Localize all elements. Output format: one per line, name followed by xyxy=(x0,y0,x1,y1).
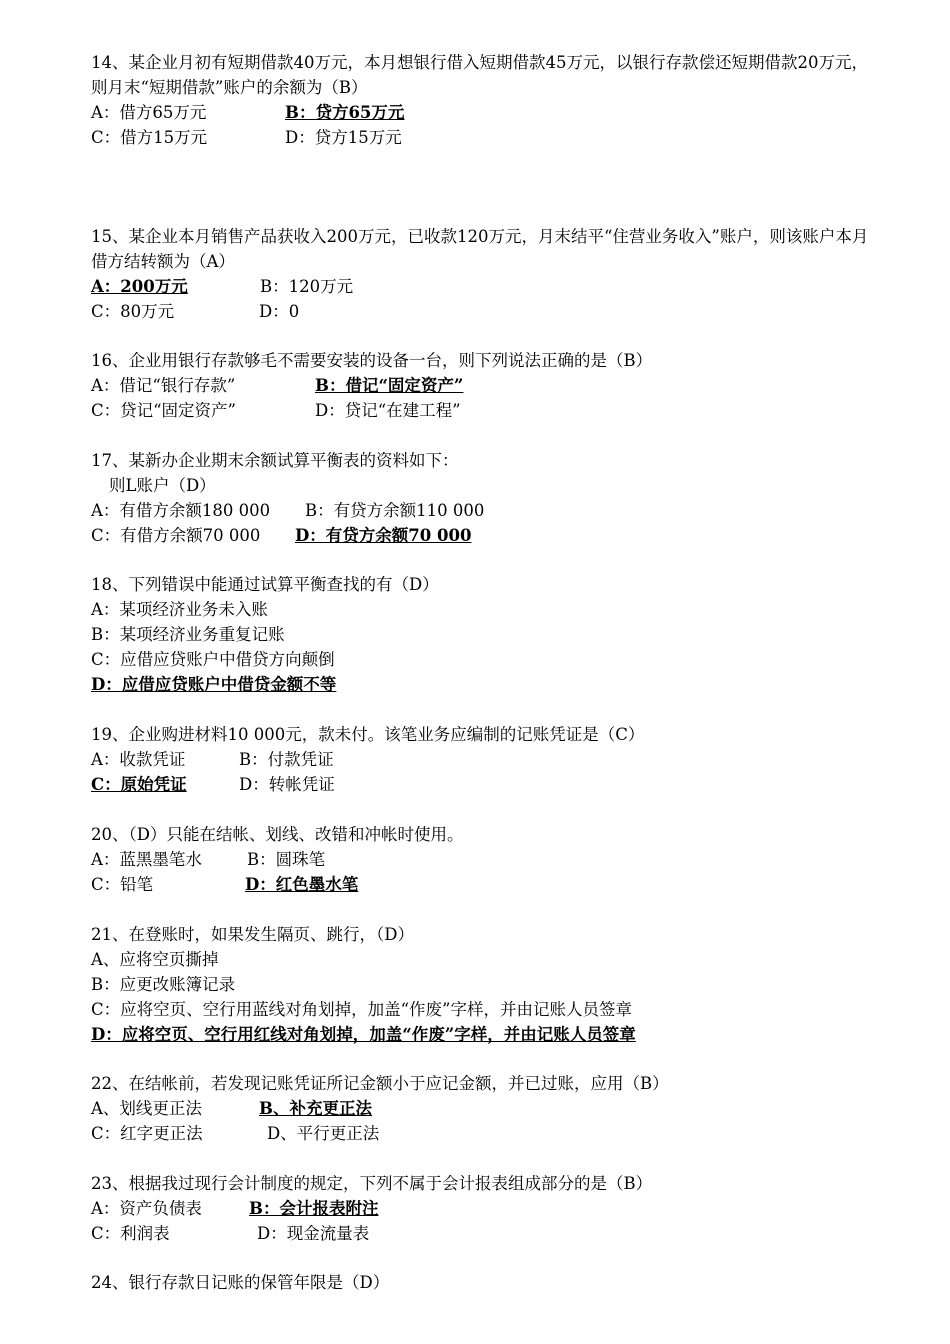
option-row xyxy=(91,1196,871,1221)
option-row xyxy=(91,125,871,150)
question-19 xyxy=(91,722,871,797)
option-b: B：圆珠笔 xyxy=(247,850,326,869)
option-c: C：80万元 xyxy=(91,302,175,321)
question-stem: 20、（D）只能在结帐、划线、改错和冲帐时使用。 xyxy=(91,825,464,844)
question-24 xyxy=(91,1270,871,1295)
option-row xyxy=(91,772,871,797)
option-d-answer: D：有贷方余额70 000 xyxy=(295,526,472,545)
option-row xyxy=(91,100,871,125)
option-b: B：120万元 xyxy=(260,277,354,296)
question-stem: 18、下列错误中能通过试算平衡查找的有（D） xyxy=(91,575,439,594)
option-b-answer: B、补充更正法 xyxy=(259,1099,372,1118)
option-c: C：应将空页、空行用蓝线对角划掉，加盖“作废”字样，并由记账人员签章 xyxy=(91,1000,632,1019)
option-row xyxy=(91,747,871,772)
option-row xyxy=(91,1096,871,1121)
option-b-answer: B：会计报表附注 xyxy=(249,1199,379,1218)
option-c-answer: C：原始凭证 xyxy=(91,775,187,794)
question-stem: 15、某企业本月销售产品获收入200万元，已收款120万元，月末结平“住营业务收入”账户，则该账户本月借方结转额为（A） xyxy=(91,227,869,271)
option-a: A：借方65万元 xyxy=(91,103,207,122)
option-a: A、划线更正法 xyxy=(91,1099,202,1118)
option-row xyxy=(91,1221,871,1246)
option-row xyxy=(91,847,871,872)
option-a-answer: A：200万元 xyxy=(91,277,188,296)
option-b: B：某项经济业务重复记账 xyxy=(91,625,285,644)
option-row xyxy=(91,398,871,423)
option-a: A：蓝黑墨笔水 xyxy=(91,850,202,869)
option-row xyxy=(91,299,871,324)
option-c: C：利润表 xyxy=(91,1224,170,1243)
option-d: D、平行更正法 xyxy=(267,1124,380,1143)
option-a: A：有借方余额180 000 xyxy=(91,501,271,520)
option-c: C：应借应贷账户中借贷方向颠倒 xyxy=(91,650,335,669)
question-20 xyxy=(91,822,871,897)
question-16 xyxy=(91,348,871,423)
option-d: D：贷方15万元 xyxy=(285,128,402,147)
option-b: B：付款凭证 xyxy=(239,750,334,769)
option-d: D：贷记“在建工程” xyxy=(315,401,461,420)
question-stem: 23、根据我过现行会计制度的规定，下列不属于会计报表组成部分的是（B） xyxy=(91,1174,653,1193)
question-stem: 21、在登账时，如果发生隔页、跳行，（D） xyxy=(91,925,414,944)
question-17 xyxy=(91,448,871,548)
option-c: C：借方15万元 xyxy=(91,128,208,147)
question-stem: 17、某新办企业期末余额试算平衡表的资料如下： xyxy=(91,451,459,470)
option-b: B：应更改账簿记录 xyxy=(91,975,236,994)
question-stem: 22、在结帐前，若发现记账凭证所记金额小于应记金额，并已过账，应用（B） xyxy=(91,1074,669,1093)
option-d-answer: D：红色墨水笔 xyxy=(245,875,359,894)
option-row xyxy=(91,1121,871,1146)
option-c: C：红字更正法 xyxy=(91,1124,203,1143)
option-c: C：铅笔 xyxy=(91,875,154,894)
question-stem: 19、企业购进材料10 000元，款未付。该笔业务应编制的记账凭证是（C） xyxy=(91,725,645,744)
question-14 xyxy=(91,50,871,150)
option-c: C：有借方余额70 000 xyxy=(91,526,261,545)
option-c: C：贷记“固定资产” xyxy=(91,401,236,420)
question-stem: 16、企业用银行存款够毛不需要安装的设备一台，则下列说法正确的是（B） xyxy=(91,351,653,370)
question-stem: 24、银行存款日记账的保管年限是（D） xyxy=(91,1273,390,1292)
option-d-answer: D：应将空页、空行用红线对角划掉，加盖“作废”字样，并由记账人员签章 xyxy=(91,1025,636,1044)
option-a: A、应将空页撕掉 xyxy=(91,950,219,969)
option-row xyxy=(91,274,871,299)
question-23 xyxy=(91,1171,871,1246)
option-d: D：转帐凭证 xyxy=(239,775,335,794)
question-22 xyxy=(91,1071,871,1146)
question-substem: 则L账户（D） xyxy=(109,476,216,495)
option-d: D：0 xyxy=(259,302,300,321)
option-row xyxy=(91,872,871,897)
option-a: A：借记“银行存款” xyxy=(91,376,236,395)
option-b-answer: B：贷方65万元 xyxy=(285,103,405,122)
option-a: A：某项经济业务未入账 xyxy=(91,600,268,619)
option-b-answer: B：借记“固定资产” xyxy=(315,376,464,395)
option-b: B：有贷方余额110 000 xyxy=(305,501,485,520)
question-stem: 14、某企业月初有短期借款40万元，本月想银行借入短期借款45万元，以银行存款偿还短期借款20万元，则月末“短期借款”账户的余额为（B） xyxy=(91,53,868,97)
option-a: A：收款凭证 xyxy=(91,750,186,769)
question-21 xyxy=(91,922,871,1047)
option-row xyxy=(91,498,871,523)
option-row xyxy=(91,373,871,398)
option-row xyxy=(91,523,871,548)
option-d: D：现金流量表 xyxy=(257,1224,370,1243)
question-15 xyxy=(91,224,871,324)
option-a: A：资产负债表 xyxy=(91,1199,202,1218)
option-d-answer: D：应借应贷账户中借贷金额不等 xyxy=(91,675,337,694)
question-18 xyxy=(91,572,871,697)
